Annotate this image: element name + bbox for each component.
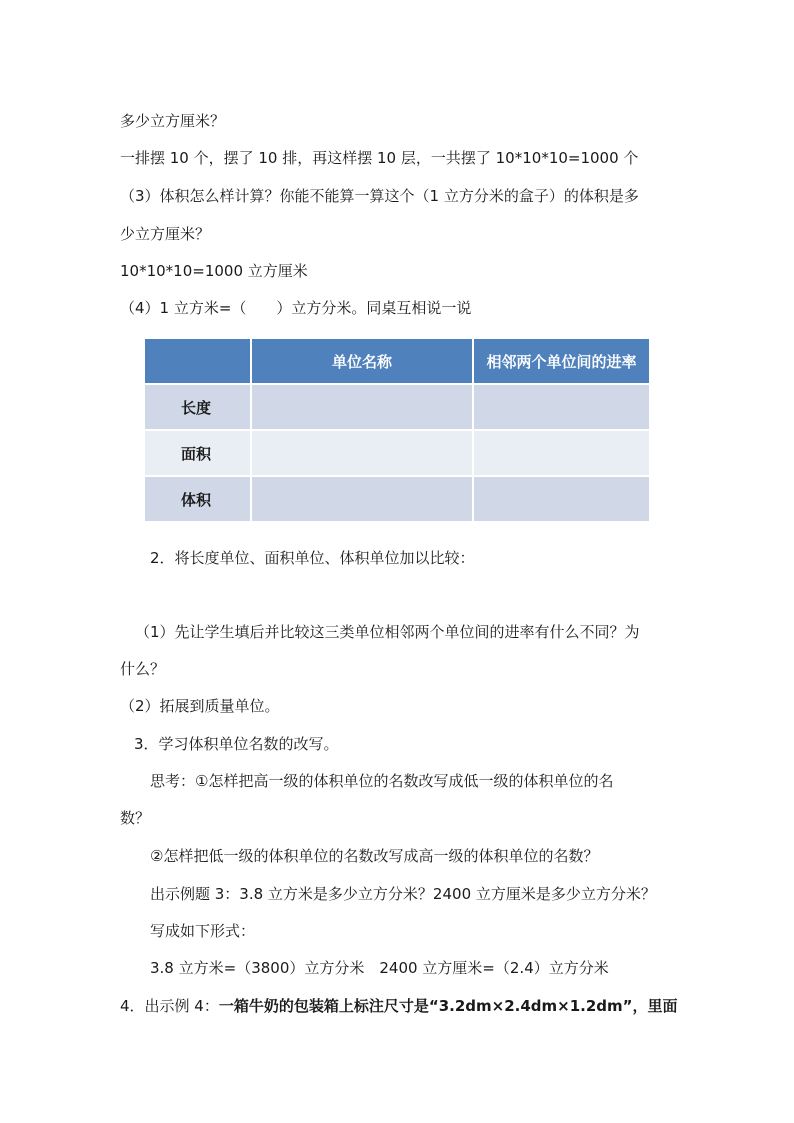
table-cell xyxy=(473,384,650,430)
text-line: 什么？ xyxy=(120,660,166,678)
table-cell xyxy=(473,476,650,522)
unit-comparison-table xyxy=(143,337,651,523)
table-header-cell: 单位名称 xyxy=(251,338,473,384)
text-line: 3.8 立方米=（3800）立方分米 2400 立方厘米=（2.4）立方分米 xyxy=(150,959,609,977)
table-header-cell xyxy=(144,338,251,384)
table-row-label: 长度 xyxy=(144,384,251,430)
text-line: （2）拓展到质量单位。 xyxy=(120,697,280,715)
text-line: （1）先让学生填后并比较这三类单位相邻两个单位间的进率有什么不同？为 xyxy=(135,623,640,641)
table-row xyxy=(144,430,650,476)
text-line: 思考：①怎样把高一级的体积单位的名数改写成低一级的体积单位的名 xyxy=(150,772,614,790)
table-cell xyxy=(251,384,473,430)
example-text: 一箱牛奶的包装箱上标注尺寸是“3.2dm×2.4dm×1.2dm”，里面 xyxy=(218,997,678,1015)
text-line: 2．将长度单位、面积单位、体积单位加以比较： xyxy=(150,549,475,567)
table-row xyxy=(144,476,650,522)
example-label: 4．出示例 4： xyxy=(120,997,219,1015)
text-line: 数？ xyxy=(120,809,151,827)
text-line: 多少立方厘米？ xyxy=(120,112,226,130)
text-line: （3）体积怎么样计算？你能不能算一算这个（1 立方分米的盒子）的体积是多 xyxy=(120,187,639,205)
table-cell xyxy=(251,476,473,522)
table-header-cell: 相邻两个单位间的进率 xyxy=(473,338,650,384)
table-row-label: 体积 xyxy=(144,476,251,522)
text-line: ②怎样把低一级的体积单位的名数改写成高一级的体积单位的名数？ xyxy=(150,847,599,865)
text-line: 出示例题 3：3.8 立方米是多少立方分米？2400 立方厘米是多少立方分米？ xyxy=(150,885,656,903)
text-line xyxy=(120,996,678,1016)
text-line: 3．学习体积单位名数的改写。 xyxy=(134,735,339,753)
text-line: 一排摆 10 个，摆了 10 排，再这样摆 10 层，一共摆了 10*10*10=1000 个 xyxy=(120,149,639,167)
table-header-row xyxy=(144,338,650,384)
table-row-label: 面积 xyxy=(144,430,251,476)
table-cell xyxy=(473,430,650,476)
text-line: 少立方厘米？ xyxy=(120,225,211,243)
table-row xyxy=(144,384,650,430)
text-line: 写成如下形式： xyxy=(150,922,256,940)
text-line: 10*10*10=1000 立方厘米 xyxy=(120,262,308,280)
table-cell xyxy=(251,430,473,476)
text-line: （4）1 立方米=（ ）立方分米。同桌互相说一说 xyxy=(120,299,472,317)
